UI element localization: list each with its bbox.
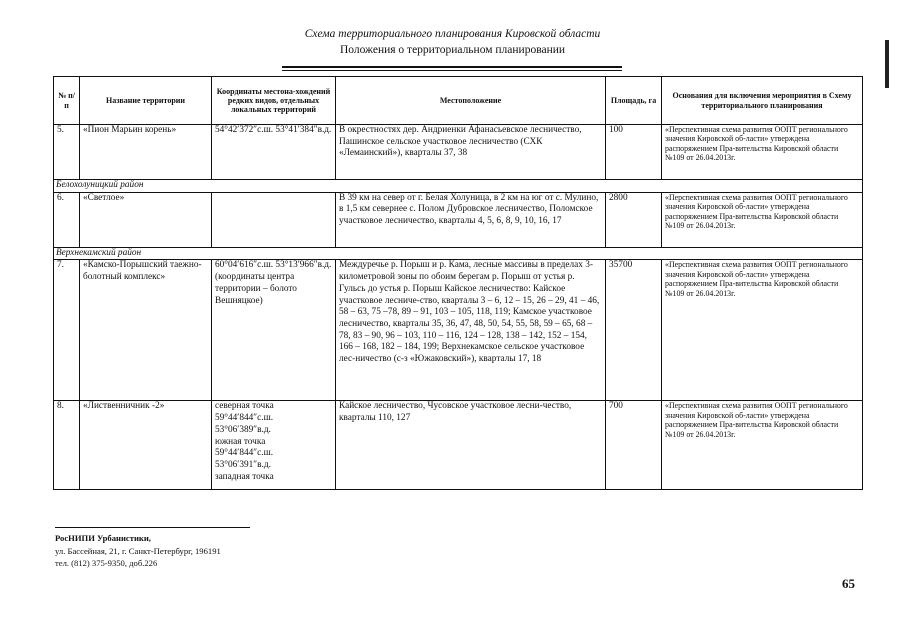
territory-basis: «Перспективная схема развития ООПТ регионального значения Кировской об-ласти» утверждена распоряжением Пра-вительства Кировской области №109 от 26.04.2013г. <box>662 260 863 401</box>
header-rule-thin <box>282 70 622 71</box>
col-header-name: Название территории <box>80 77 212 125</box>
table-row <box>54 192 863 247</box>
header-rule-thick <box>282 66 622 68</box>
col-header-basis: Основания для включения мероприятия в Схему территориального планирования <box>662 77 863 125</box>
territory-coords: 60°04′616″с.ш. 53°13′966″в.д. (координаты центра территории – болото Вешняцкое) <box>212 260 336 401</box>
territory-basis: «Перспективная схема развития ООПТ регионального значения Кировской об-ласти» утверждена распоряжением Пра-вительства Кировской области №109 от 26.04.2013г. <box>662 192 863 247</box>
footer-address: ул. Бассейная, 21, г. Санкт-Петербург, 196191 <box>55 546 221 556</box>
coord-line: 53°06′389″в.д. <box>215 424 271 435</box>
territories-table <box>53 76 863 490</box>
territory-location: Междуречье р. Порыш и р. Кама, лесные массивы в пределах 3-километровой зоны по обоим берегам р. Порыш от устья р. Гульсь до устья р. Порыш Кайское лесничество: Кайское участковое лесниче-ство, кварталы 3 – 6, 12 – 15, 26 – 29, 41 – 46, 58 – 63, 75 –78, 89 – 91, 103 – 105, 118, 119; Камское участковое лесничество, кварталы 35, 36, 47, 48, 50, 54, 55, 58, 59 – 65, 68 – 78, 83 – 90, 96 – 103, 110 – 116, 124 – 128, 138 – 142, 152 – 154, 166 – 168, 182 – 184, 199; Верхнекамское сельское участковое лес-ничество (с-з «Южаковский»), кварталы 17, 18 <box>336 260 606 401</box>
document-title: Схема территориального планирования Кировской области <box>304 28 601 40</box>
district-row <box>54 247 863 260</box>
coord-line: 59°44′844″с.ш. <box>215 448 274 459</box>
district-name: Верхнекамский район <box>54 247 863 260</box>
territory-basis: «Перспективная схема развития ООПТ регионального значения Кировской об-ласти» утверждена распоряжением Пра-вительства Кировской области №109 от 26.04.2013г. <box>662 125 863 180</box>
territory-name: «Лиственничник -2» <box>80 401 212 490</box>
coord-line: южная точка <box>215 436 266 447</box>
territory-location: Кайское лесничество, Чусовское участковое лесни-чество, кварталы 110, 127 <box>336 401 606 490</box>
territory-location: В 39 км на север от г. Белая Холуница, в 2 км на юг от с. Мулино, в 1,5 км севернее с. Полом Дубровское лесничество, Поломское участковое лесничество, кварталы 4, 5, 6, 8, 9, 10, 16, 17 <box>336 192 606 247</box>
row-num: 7. <box>54 260 80 401</box>
district-row <box>54 180 863 193</box>
territory-name: «Пион Марьин корень» <box>80 125 212 180</box>
coord-line: западная точка <box>215 471 274 482</box>
row-num: 5. <box>54 125 80 180</box>
col-header-area: Площадь, га <box>606 77 662 125</box>
footer-phone: тел. (812) 375-9350, доб.226 <box>55 558 158 568</box>
territory-area: 100 <box>606 125 662 180</box>
territory-coords <box>212 192 336 247</box>
row-num: 6. <box>54 192 80 247</box>
territory-area: 2800 <box>606 192 662 247</box>
territory-area: 700 <box>606 401 662 490</box>
page-number: 65 <box>842 576 855 591</box>
row-num: 8. <box>54 401 80 490</box>
table-row <box>54 260 863 401</box>
district-name: Белохолуницкий район <box>54 180 863 193</box>
coord-line: 59°44′844″с.ш. <box>215 413 274 424</box>
coord-line: 53°06′391″в.д. <box>215 459 271 470</box>
document-subtitle: Положения о территориальном планировании <box>339 44 566 56</box>
footer-rule <box>55 527 250 528</box>
table-row <box>54 401 863 490</box>
territory-coords <box>212 401 336 490</box>
territory-coords: 54°42′372″с.ш. 53°41′384″в.д. <box>212 125 336 180</box>
table-row <box>54 125 863 180</box>
territory-location: В окрестностях дер. Андриенки Афанасьевское лесничество, Пашинское сельское участковое лесничество (СХК «Лемаинский»), кварталы 37, 38 <box>336 125 606 180</box>
col-header-coords: Координаты местона-хождений редких видов, отдельных локальных территорий <box>212 77 336 125</box>
territory-name: «Камско-Порышский таежно-болотный комплекс» <box>80 260 212 401</box>
territory-basis: «Перспективная схема развития ООПТ регионального значения Кировской об-ласти» утверждена распоряжением Пра-вительства Кировской области №109 от 26.04.2013г. <box>662 401 863 490</box>
territory-area: 35700 <box>606 260 662 401</box>
coord-line: северная точка <box>215 401 274 412</box>
table-header-row <box>54 77 863 125</box>
territory-name: «Светлое» <box>80 192 212 247</box>
footer-organization: РосНИПИ Урбанистики, <box>55 533 151 543</box>
col-header-num: № п/п <box>54 77 80 125</box>
col-header-location: Местоположение <box>336 77 606 125</box>
